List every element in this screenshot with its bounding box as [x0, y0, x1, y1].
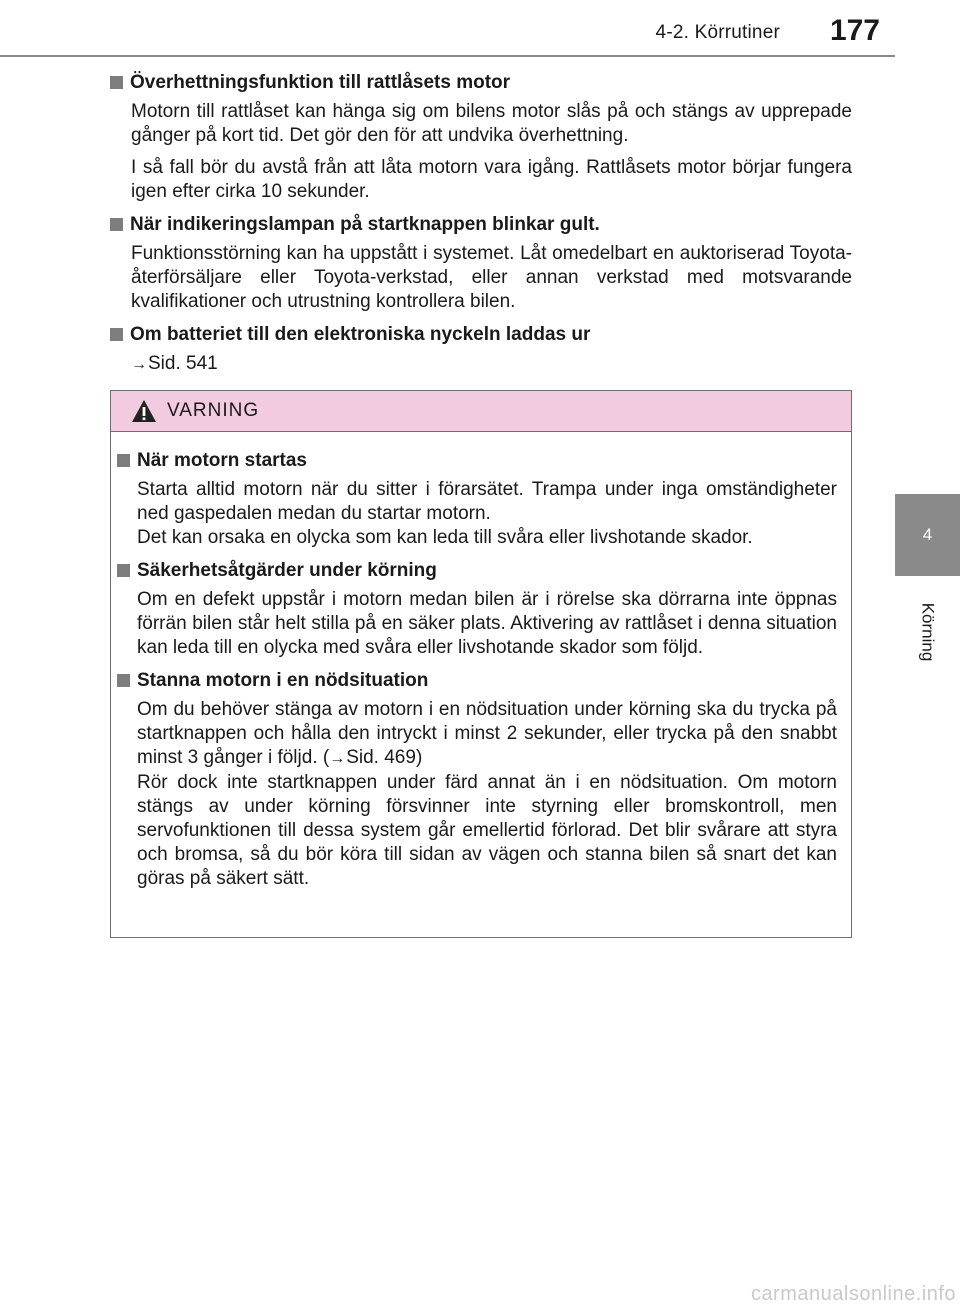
page-reference	[131, 352, 852, 377]
warning-paragraph: Om du behöver stänga av motorn i en nödsituation under körning ska du trycka på startknappen och hålla den intryckt i minst 2 sekunder, eller trycka på den snabbt minst 3 gånger i följd. (→Sid. 469) Rör dock inte startknappen under färd annat än i en nödsituation. Om motorn stängs av under körning försvinner inte styrning eller bromskontroll, men servofunktionen till dessa system går emellertid förlorad. Det blir svårare att styra och bromsa, så du bör köra till sidan av vägen och stanna bilen så snart det kan göras på säkert sätt.	[137, 699, 837, 889]
warning-paragraph: Starta alltid motorn när du sitter i förarsätet. Trampa under inga omständigheter ned gaspedalen medan du startar motorn. Det kan orsaka en olycka som kan leda till svåra eller livshotande skador.	[137, 479, 837, 548]
chapter-tab[interactable]	[895, 494, 960, 576]
warning-title: VARNING	[167, 400, 260, 421]
warning-section-heading: När motorn startas	[117, 448, 837, 474]
square-bullet-icon	[117, 674, 130, 687]
warning-triangle-icon	[131, 399, 157, 423]
warning-section-heading: Stanna motorn i en nödsituation	[117, 668, 837, 694]
header-rule	[0, 55, 895, 57]
section-title: 4-2. Körrutiner	[655, 22, 780, 43]
chapter-number: 4	[922, 525, 933, 544]
page-number: 177	[829, 14, 880, 47]
square-bullet-icon	[117, 564, 130, 577]
warning-paragraph: Om en defekt uppstår i motorn medan bilen är i rörelse ska dörrarna inte öppnas förrän bilen står helt stilla på en säker plats. Aktivering av rattlåset i denna situation kan leda till en olycka med svåra eller livshotande skador som följd.	[137, 589, 837, 658]
section-heading: När indikeringslampan på startknappen blinkar gult.	[110, 212, 852, 238]
section-heading: Överhettningsfunktion till rattlåsets motor	[110, 70, 852, 96]
chapter-label	[895, 582, 960, 682]
square-bullet-icon	[110, 76, 123, 89]
warning-body	[111, 432, 851, 891]
square-bullet-icon	[110, 328, 123, 341]
warning-header	[111, 391, 851, 432]
arrow-right-icon: →	[329, 750, 346, 767]
chapter-label-text: Körning	[918, 602, 938, 662]
watermark: carmanualsonline.info	[750, 1283, 956, 1305]
warning-section-heading: Säkerhetsåtgärder under körning	[117, 558, 837, 584]
page-reference-link[interactable]: Sid. 469	[346, 747, 416, 768]
warning-box	[110, 390, 852, 938]
section-key-battery	[110, 322, 852, 377]
main-content	[110, 70, 852, 385]
square-bullet-icon	[110, 218, 123, 231]
square-bullet-icon	[117, 454, 130, 467]
section-indicator-lamp	[110, 212, 852, 314]
section-heading: Om batteriet till den elektroniska nyckeln laddas ur	[110, 322, 852, 348]
paragraph: Motorn till rattlåset kan hänga sig om bilens motor slås på och stängs av upprepade gånger på kort tid. Det gör den för att undvika överhettning.	[131, 101, 852, 146]
warning-section-driving	[117, 558, 837, 660]
arrow-right-icon: →	[131, 356, 147, 373]
paragraph: Funktionsstörning kan ha uppstått i systemet. Låt omedelbart en auktoriserad Toyota-återförsäljare eller Toyota-verkstad, eller annan verkstad med motsvarande kvalifikationer och utrustning kontrollera bilen.	[131, 243, 852, 312]
section-overheating	[110, 70, 852, 204]
page-reference-link[interactable]: Sid. 541	[148, 353, 218, 374]
paragraph: I så fall bör du avstå från att låta motorn vara igång. Rattlåsets motor börjar fungera igen efter cirka 10 sekunder.	[131, 157, 852, 202]
warning-section-emergency	[117, 668, 837, 891]
warning-section-starting	[117, 448, 837, 550]
